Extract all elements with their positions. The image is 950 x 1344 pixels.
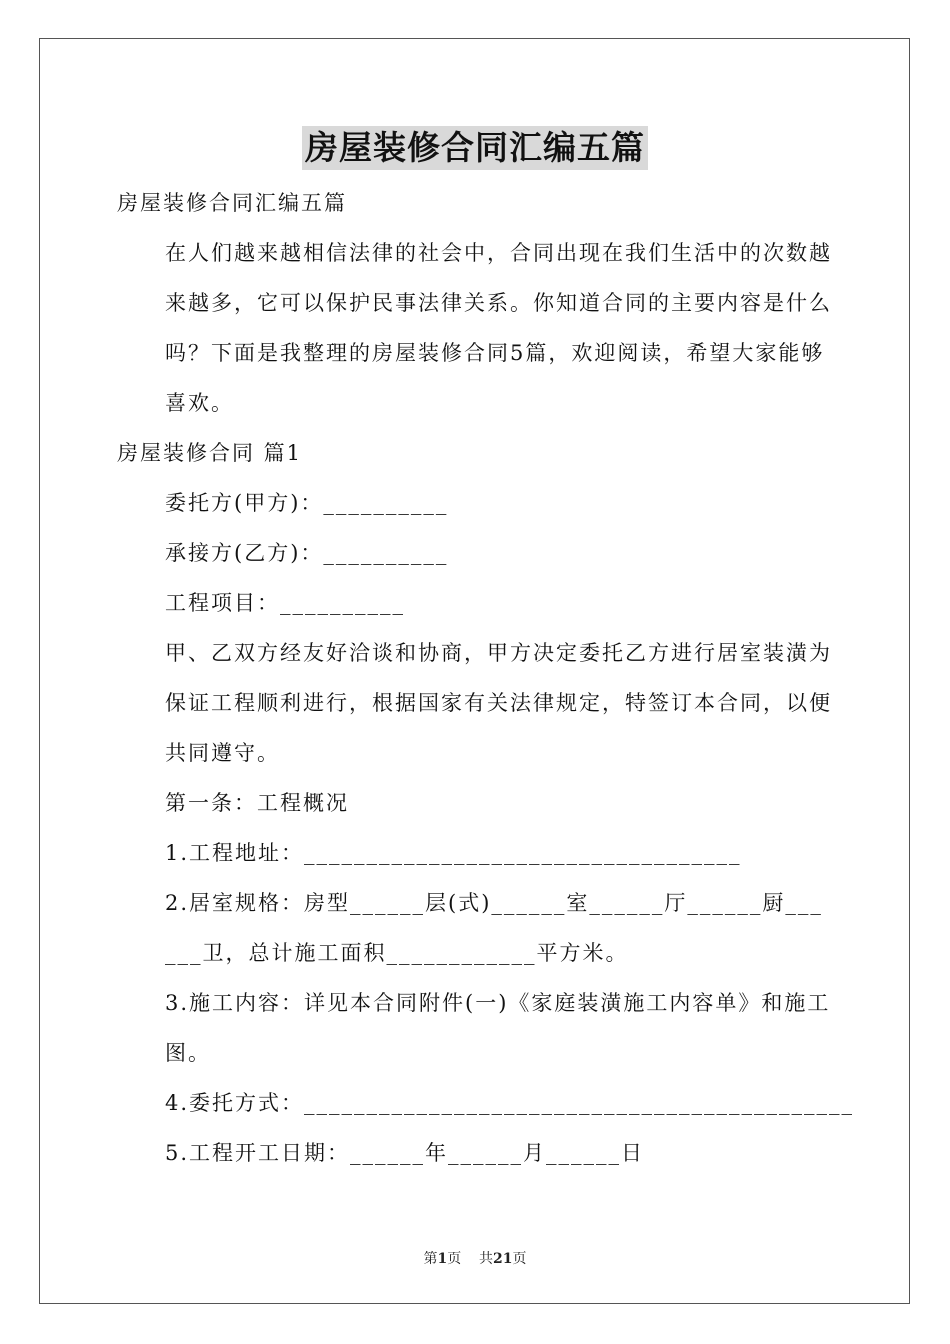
total-pages: 21	[493, 1251, 513, 1267]
section-heading: 房屋装修合同 篇1	[117, 441, 303, 465]
page-prefix: 第	[423, 1251, 438, 1267]
contractor-party-line: 承接方(乙方)：__________	[165, 541, 449, 565]
project-line: 工程项目：__________	[165, 591, 405, 615]
total-suffix: 页	[512, 1251, 527, 1267]
clause-room-spec: 2.居室规格：房型______层(式)______室______厅______厨______卫，总计施工面积____________平方米。	[165, 891, 823, 965]
total-prefix: 共	[479, 1251, 494, 1267]
clause-address: 1.工程地址：___________________________________	[165, 841, 742, 865]
article-one-heading: 第一条：工程概况	[165, 791, 349, 815]
agreement-paragraph: 甲、乙双方经友好洽谈和协商，甲方决定委托乙方进行居室装潢为保证工程顺利进行，根据国家有关法律规定，特签订本合同，以便共同遵守。	[165, 641, 832, 765]
client-party-line: 委托方(甲方)：__________	[165, 491, 449, 515]
subtitle-paragraph: 房屋装修合同汇编五篇	[117, 191, 347, 215]
page-number: 1	[437, 1251, 448, 1267]
clause-start-date: 5.工程开工日期：______年______月______日	[165, 1141, 645, 1165]
document-body	[117, 178, 855, 1178]
title-container	[0, 126, 950, 170]
document-title: 房屋装修合同汇编五篇	[302, 126, 648, 170]
page-footer	[0, 1248, 950, 1268]
clause-method: 4.委托方式：____________________________________________	[165, 1091, 855, 1115]
page-suffix: 页	[447, 1251, 462, 1267]
intro-paragraph: 在人们越来越相信法律的社会中，合同出现在我们生活中的次数越来越多，它可以保护民事法律关系。你知道合同的主要内容是什么吗？下面是我整理的房屋装修合同5篇，欢迎阅读，希望大家能够喜欢。	[165, 241, 832, 415]
clause-content: 3.施工内容：详见本合同附件(一)《家庭装潢施工内容单》和施工图。	[165, 991, 831, 1065]
